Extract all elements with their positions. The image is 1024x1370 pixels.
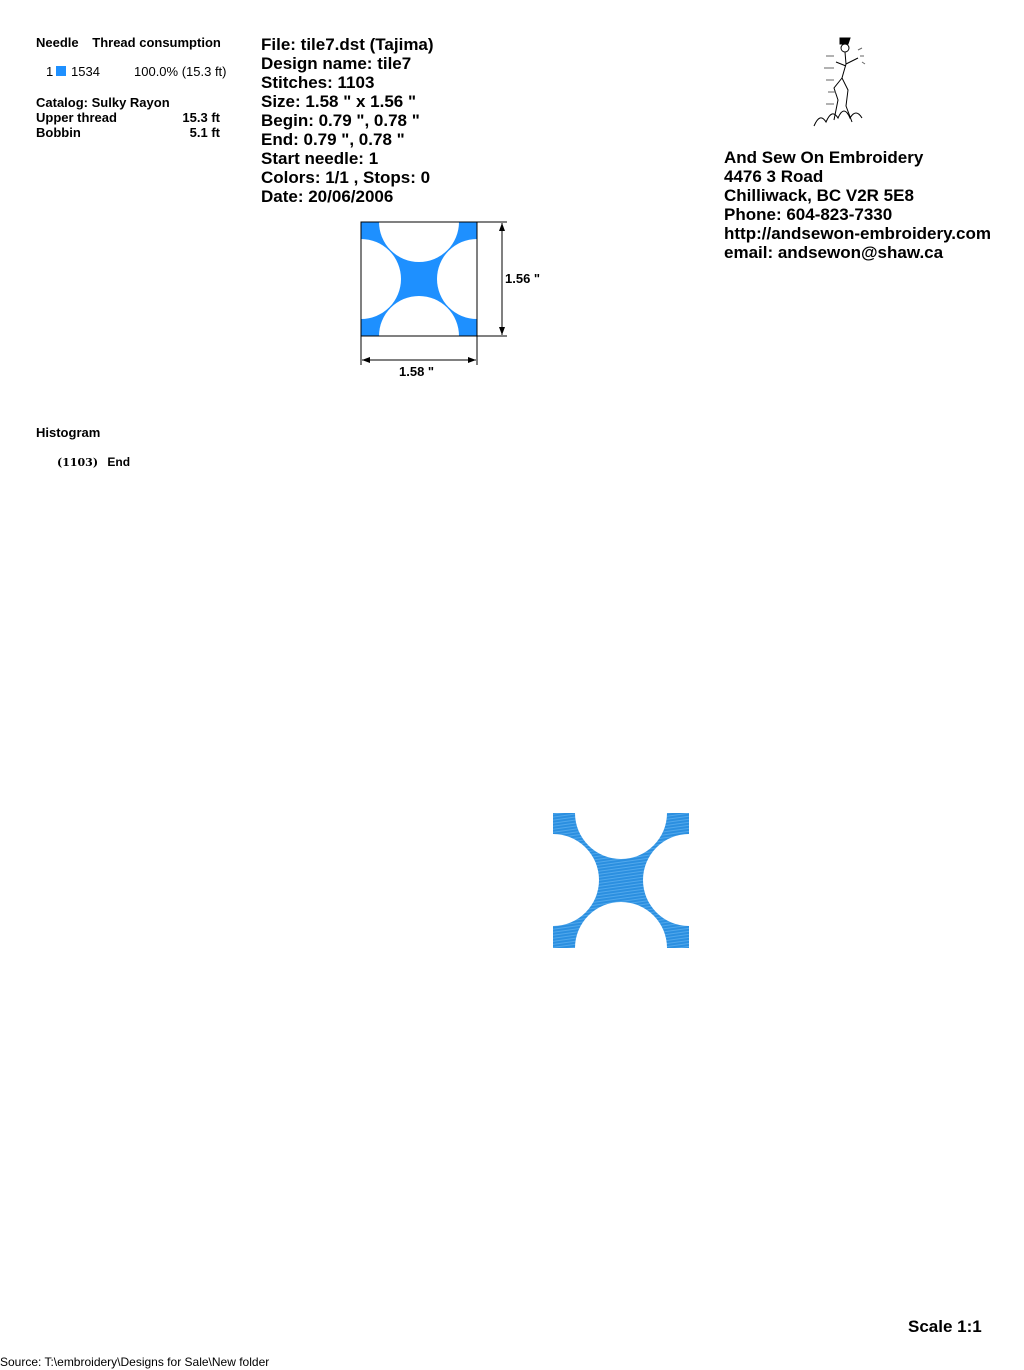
company-address-line1: 4476 3 Road bbox=[724, 167, 824, 186]
design-name: Design name: tile7 bbox=[261, 54, 412, 73]
file-name: File: tile7.dst (Tajima) bbox=[261, 35, 434, 54]
thread-color-code: 1534 bbox=[71, 64, 100, 79]
end-position: End: 0.79 ", 0.78 " bbox=[261, 130, 405, 149]
histogram-label: End bbox=[107, 455, 131, 469]
company-phone: Phone: 604-823-7330 bbox=[724, 205, 893, 224]
company-email[interactable]: email: andsewon@shaw.ca bbox=[724, 243, 944, 262]
scale-label: Scale 1:1 bbox=[908, 1317, 982, 1336]
preview-height-label: 1.56 " bbox=[505, 271, 541, 286]
bobbin-line bbox=[36, 125, 220, 140]
preview-width-label: 1.58 " bbox=[399, 364, 435, 379]
thread-consumption-value: 100.0% (15.3 ft) bbox=[134, 64, 227, 79]
design-size: Size: 1.58 " x 1.56 " bbox=[261, 92, 417, 111]
design-preview bbox=[355, 215, 555, 385]
dancing-figure-logo-icon bbox=[810, 34, 870, 130]
design-info bbox=[261, 35, 434, 206]
thread-table-header bbox=[36, 35, 221, 50]
upper-thread-line bbox=[36, 110, 220, 125]
company-info bbox=[724, 148, 991, 262]
thread-catalog: Catalog: Sulky Rayon bbox=[36, 95, 170, 110]
company-website[interactable]: http://andsewon-embroidery.com bbox=[724, 224, 991, 243]
begin-position: Begin: 0.79 ", 0.78 " bbox=[261, 111, 420, 130]
company-address-line2: Chilliwack, BC V2R 5E8 bbox=[724, 186, 914, 205]
start-needle: Start needle: 1 bbox=[261, 149, 379, 168]
source-path: Source: T:\embroidery\Designs for Sale\New folder bbox=[0, 1355, 270, 1369]
colors-stops: Colors: 1/1 , Stops: 0 bbox=[261, 168, 431, 187]
bobbin-label: Bobbin bbox=[36, 125, 81, 140]
company-name: And Sew On Embroidery bbox=[724, 148, 924, 167]
bobbin-value: 5.1 ft bbox=[189, 125, 220, 140]
histogram-row bbox=[57, 455, 130, 469]
upper-thread-value: 15.3 ft bbox=[182, 110, 220, 125]
needle-column-header: Needle bbox=[36, 35, 79, 50]
stitch-count: Stitches: 1103 bbox=[261, 73, 375, 92]
thread-lengths bbox=[36, 110, 220, 140]
histogram-title: Histogram bbox=[36, 425, 101, 440]
needle-number: 1 bbox=[46, 64, 54, 79]
design-date: Date: 20/06/2006 bbox=[261, 187, 394, 206]
thread-consumption-column-header: Thread consumption bbox=[92, 35, 221, 50]
thread-color-swatch bbox=[56, 66, 66, 76]
preview-pattern bbox=[355, 215, 517, 376]
upper-thread-label: Upper thread bbox=[36, 110, 117, 125]
embroidery-design bbox=[550, 812, 692, 950]
histogram-count: (1103) bbox=[57, 456, 99, 469]
